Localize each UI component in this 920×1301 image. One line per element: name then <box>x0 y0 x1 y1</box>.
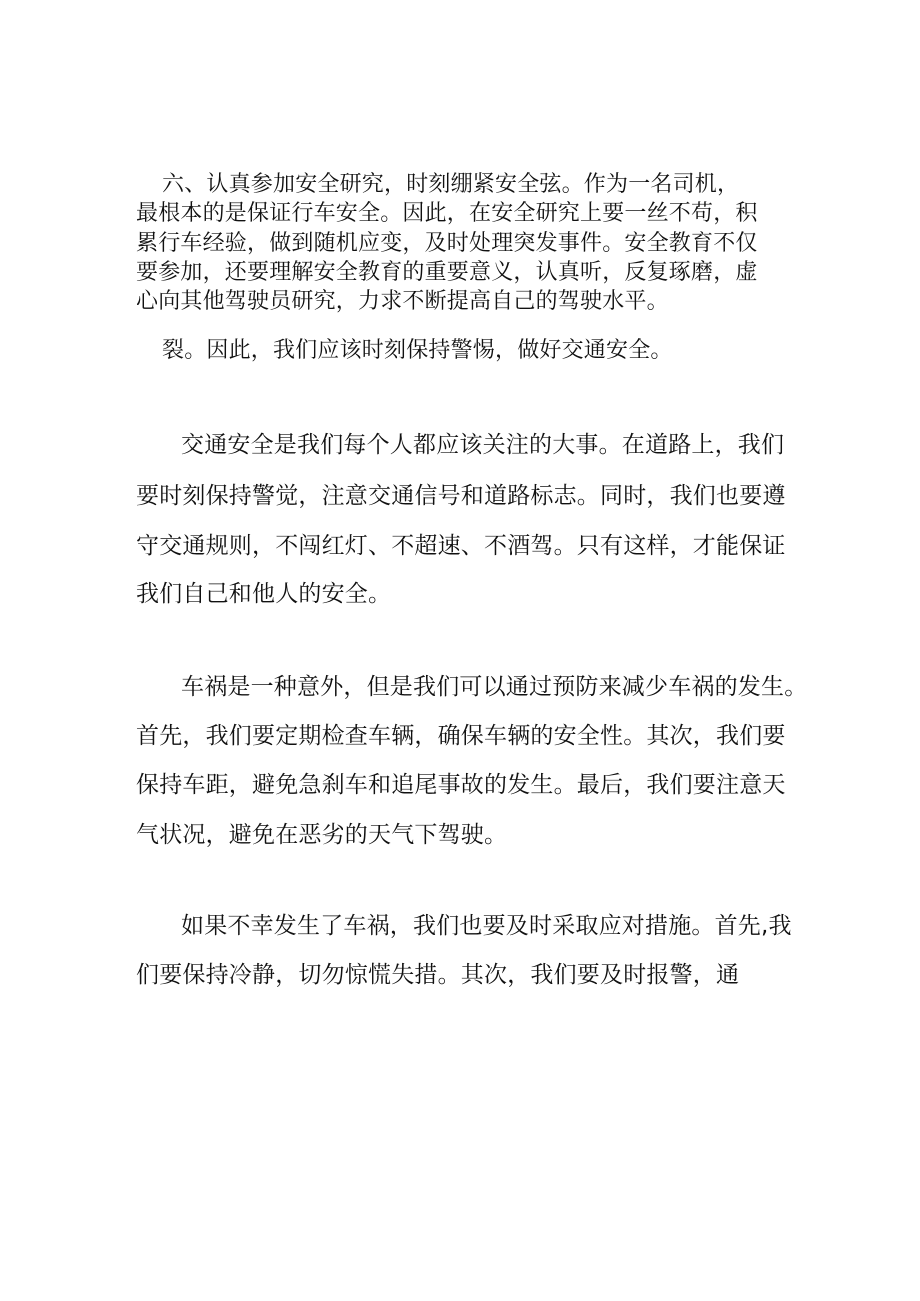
text-line: 如果不幸发生了车祸，我们也要及时采取应对措施。首先,我 <box>181 913 792 939</box>
text-line: 守交通规则，不闯红灯、不超速、不酒驾。只有这样，才能保证 <box>136 533 786 559</box>
text-line: 要时刻保持警觉，注意交通信号和道路标志。同时，我们也要遵 <box>136 483 786 509</box>
text-line: 要参加，还要理解安全教育的重要意义，认真听，反复琢磨，虚 <box>136 260 758 285</box>
text-line: 裂。因此，我们应该时刻保持警惕，做好交通安全。 <box>162 338 673 363</box>
text-line: 六、认真参加安全研究，时刻绷紧安全弦。作为一名司机， <box>162 172 740 197</box>
text-line: 交通安全是我们每个人都应该关注的大事。在道路上，我们 <box>181 432 785 458</box>
text-line: 车祸是一种意外，但是我们可以通过预防来减少车祸的发生。 <box>181 674 808 700</box>
text-line: 心向其他驾驶员研究，力求不断提高自己的驾驶水平。 <box>136 289 669 314</box>
text-line: 最根本的是保证行车安全。因此，在安全研究上要一丝不苟，积 <box>136 201 758 226</box>
text-line: 气状况，避免在恶劣的天气下驾驶。 <box>136 822 508 848</box>
text-line: 们要保持冷静，切勿惊慌失措。其次，我们要及时报警，通 <box>136 962 740 988</box>
text-line: 首先，我们要定期检查车辆，确保车辆的安全性。其次，我们要 <box>136 723 786 749</box>
text-line: 保持车距，避免急刹车和追尾事故的发生。最后，我们要注意天 <box>136 772 786 798</box>
text-line: 我们自己和他人的安全。 <box>136 581 392 607</box>
text-line: 累行车经验，做到随机应变，及时处理突发事件。安全教育不仅 <box>136 231 758 256</box>
